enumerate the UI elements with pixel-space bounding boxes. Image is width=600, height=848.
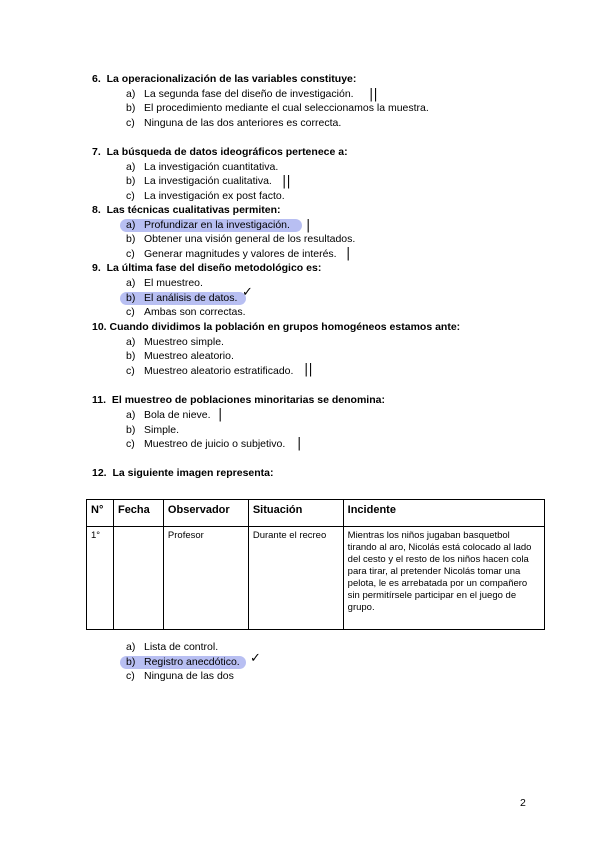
page-number: 2	[520, 797, 526, 809]
question-10	[92, 321, 460, 334]
option-10b: b) Muestreo aleatorio.	[126, 350, 234, 362]
check-mark-icon: ✓	[242, 285, 253, 300]
question-7	[92, 146, 348, 159]
question-text: La búsqueda de datos ideográficos pertenece a:	[106, 146, 348, 158]
cell-date	[113, 527, 163, 630]
question-number: 12.	[92, 467, 107, 479]
handwritten-mark: ||	[304, 362, 313, 377]
option-11c: c) Muestreo de juicio o subjetivo.	[126, 438, 286, 450]
cell-number: 1°	[87, 527, 114, 630]
handwritten-mark: ||	[282, 174, 291, 189]
question-8	[92, 204, 281, 217]
header-date: Fecha	[113, 500, 163, 527]
option-8a: a) Profundizar en la investigación.	[126, 219, 290, 231]
question-number: 6.	[92, 73, 101, 85]
option-10a: a) Muestreo simple.	[126, 336, 224, 348]
option-9b: b) El análisis de datos.	[126, 292, 238, 304]
cell-incident: Mientras los niños jugaban basquetbol tirando al aro, Nicolás está colocado al lado del cesto y el resto de los niños hacen cola para tirar, al pretender Nicolás tomar una pelota, le es arrebatada por un compañero sin permitírsele participar en el juego de grupo.	[343, 527, 544, 630]
header-number: N°	[87, 500, 114, 527]
table-header-row	[87, 500, 545, 527]
table-row	[87, 527, 545, 630]
cell-observer: Profesor	[163, 527, 248, 630]
option-7b: b) La investigación cualitativa.	[126, 175, 272, 187]
question-number: 8.	[92, 204, 101, 216]
option-8b: b) Obtener una visión general de los resultados.	[126, 233, 356, 245]
option-6c: c) Ninguna de las dos anteriores es correcta.	[126, 117, 342, 129]
question-6	[92, 73, 356, 86]
option-12a: a) Lista de control.	[126, 641, 219, 653]
handwritten-mark: |	[218, 407, 223, 422]
option-12b: b) Registro anecdótico.	[126, 656, 240, 668]
option-9c: c) Ambas son correctas.	[126, 306, 246, 318]
option-11b: b) Simple.	[126, 424, 180, 436]
question-11	[92, 394, 385, 407]
question-number: 11.	[92, 394, 107, 406]
option-6b: b) El procedimiento mediante el cual seleccionamos la muestra.	[126, 102, 429, 114]
question-text: La siguiente imagen representa:	[112, 467, 274, 479]
option-7c: c) La investigación ex post facto.	[126, 190, 285, 202]
header-situation: Situación	[248, 500, 343, 527]
question-number: 10.	[92, 321, 107, 333]
option-10c: c) Muestreo aleatorio estratificado.	[126, 365, 294, 377]
question-12	[92, 467, 274, 480]
question-text: Las técnicas cualitativas permiten:	[106, 204, 281, 216]
handwritten-mark: ||	[369, 87, 378, 102]
option-6a: a) La segunda fase del diseño de investigación.	[126, 88, 354, 100]
option-12c: c) Ninguna de las dos	[126, 670, 234, 682]
question-text: El muestreo de poblaciones minoritarias se denomina:	[111, 394, 385, 406]
handwritten-mark: |	[346, 246, 351, 261]
handwritten-mark: |	[306, 218, 311, 233]
question-text: La operacionalización de las variables constituye:	[106, 73, 357, 85]
option-7a: a) La investigación cuantitativa.	[126, 161, 279, 173]
option-8c: c) Generar magnitudes y valores de interés.	[126, 248, 337, 260]
handwritten-mark: |	[297, 436, 302, 451]
cell-situation: Durante el recreo	[248, 527, 343, 630]
question-text: La última fase del diseño metodológico es:	[106, 262, 322, 274]
question-text: Cuando dividimos la población en grupos homogéneos estamos ante:	[109, 321, 461, 333]
option-11a: a) Bola de nieve.	[126, 409, 211, 421]
observation-table	[86, 499, 545, 630]
header-incident: Incidente	[343, 500, 544, 527]
header-observer: Observador	[163, 500, 248, 527]
question-number: 9.	[92, 262, 101, 274]
check-mark-icon: ✓	[250, 651, 261, 666]
question-9	[92, 262, 321, 275]
question-number: 7.	[92, 146, 101, 158]
option-9a: a) El muestreo.	[126, 277, 203, 289]
